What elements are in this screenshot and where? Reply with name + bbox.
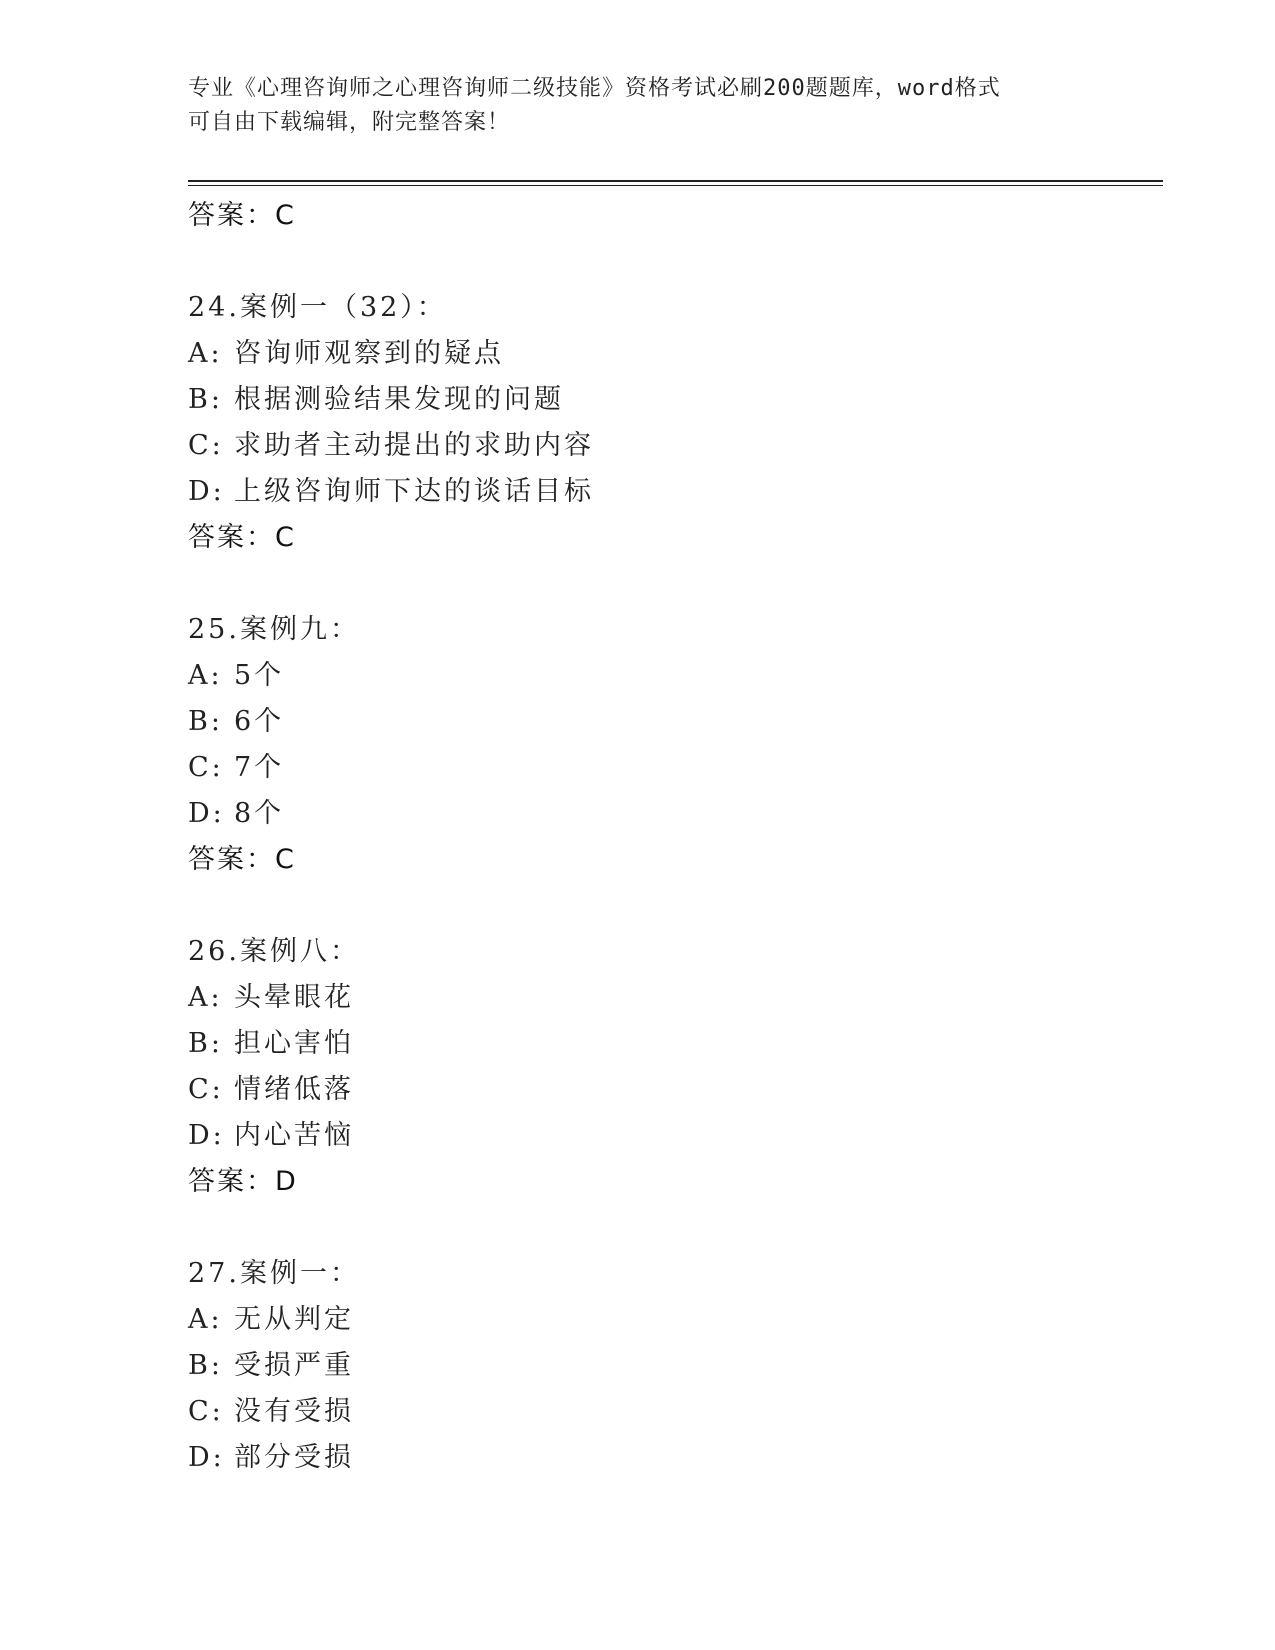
option-text: 上级咨询师下达的谈话目标	[234, 476, 594, 507]
header-divider-thin	[188, 185, 1163, 186]
option-label: C:	[188, 1074, 224, 1105]
spacer	[188, 561, 1148, 607]
option-d	[188, 1435, 1148, 1481]
option-label: C:	[188, 1396, 224, 1427]
option-label: A:	[188, 338, 223, 369]
option-text: 头晕眼花	[234, 982, 354, 1013]
answer-line: 答案：C	[188, 200, 296, 231]
option-text: 7个	[234, 752, 285, 783]
option-text: 无从判定	[234, 1304, 354, 1335]
answer-line: 答案：C	[188, 844, 296, 875]
option-label: D:	[188, 1120, 225, 1151]
question-block	[188, 929, 1148, 1251]
option-d	[188, 791, 1148, 837]
option-text: 没有受损	[234, 1396, 354, 1427]
option-label: B:	[188, 706, 223, 737]
option-label: D:	[188, 476, 225, 507]
option-text: 情绪低落	[234, 1074, 354, 1105]
header-divider-thick	[188, 180, 1163, 182]
option-b	[188, 1343, 1148, 1389]
option-text: 受损严重	[234, 1350, 354, 1381]
option-text: 6个	[234, 706, 285, 737]
question-title: 25.案例九：	[188, 614, 360, 645]
option-label: B:	[188, 384, 223, 415]
option-label: A:	[188, 982, 223, 1013]
option-label: C:	[188, 752, 224, 783]
option-d	[188, 469, 1148, 515]
option-b	[188, 1021, 1148, 1067]
option-label: D:	[188, 798, 225, 829]
option-text: 部分受损	[234, 1442, 354, 1473]
option-text: 内心苦恼	[234, 1120, 354, 1151]
option-label: B:	[188, 1350, 223, 1381]
header-line-1: 专业《心理咨询师之心理咨询师二级技能》资格考试必刷200题题库，word格式	[188, 76, 1001, 101]
option-text: 咨询师观察到的疑点	[234, 338, 504, 369]
answer-line: 答案：D	[188, 1166, 298, 1197]
option-text: 根据测验结果发现的问题	[234, 384, 564, 415]
header-line-2: 可自由下载编辑，附完整答案！	[188, 110, 511, 135]
option-c	[188, 1389, 1148, 1435]
option-d	[188, 1113, 1148, 1159]
question-block	[188, 607, 1148, 929]
option-c	[188, 423, 1148, 469]
option-label: C:	[188, 430, 224, 461]
option-text: 求助者主动提出的求助内容	[234, 430, 594, 461]
question-block	[188, 285, 1148, 607]
option-c	[188, 1067, 1148, 1113]
question-list	[188, 193, 1148, 1481]
question-title: 24.案例一（32）：	[188, 292, 447, 323]
option-b	[188, 377, 1148, 423]
option-c	[188, 745, 1148, 791]
option-a	[188, 331, 1148, 377]
spacer	[188, 239, 1148, 285]
question-title: 26.案例八：	[188, 936, 360, 967]
option-label: A:	[188, 660, 223, 691]
option-b	[188, 699, 1148, 745]
option-text: 担心害怕	[234, 1028, 354, 1059]
option-label: A:	[188, 1304, 223, 1335]
spacer	[188, 1205, 1148, 1251]
option-a	[188, 653, 1148, 699]
option-label: B:	[188, 1028, 223, 1059]
option-a	[188, 975, 1148, 1021]
option-text: 5个	[234, 660, 285, 691]
option-label: D:	[188, 1442, 225, 1473]
spacer	[188, 883, 1148, 929]
question-block	[188, 1251, 1148, 1481]
page-header	[188, 72, 1088, 140]
question-title: 27.案例一：	[188, 1258, 360, 1289]
option-a	[188, 1297, 1148, 1343]
answer-line: 答案：C	[188, 522, 296, 553]
option-text: 8个	[234, 798, 285, 829]
